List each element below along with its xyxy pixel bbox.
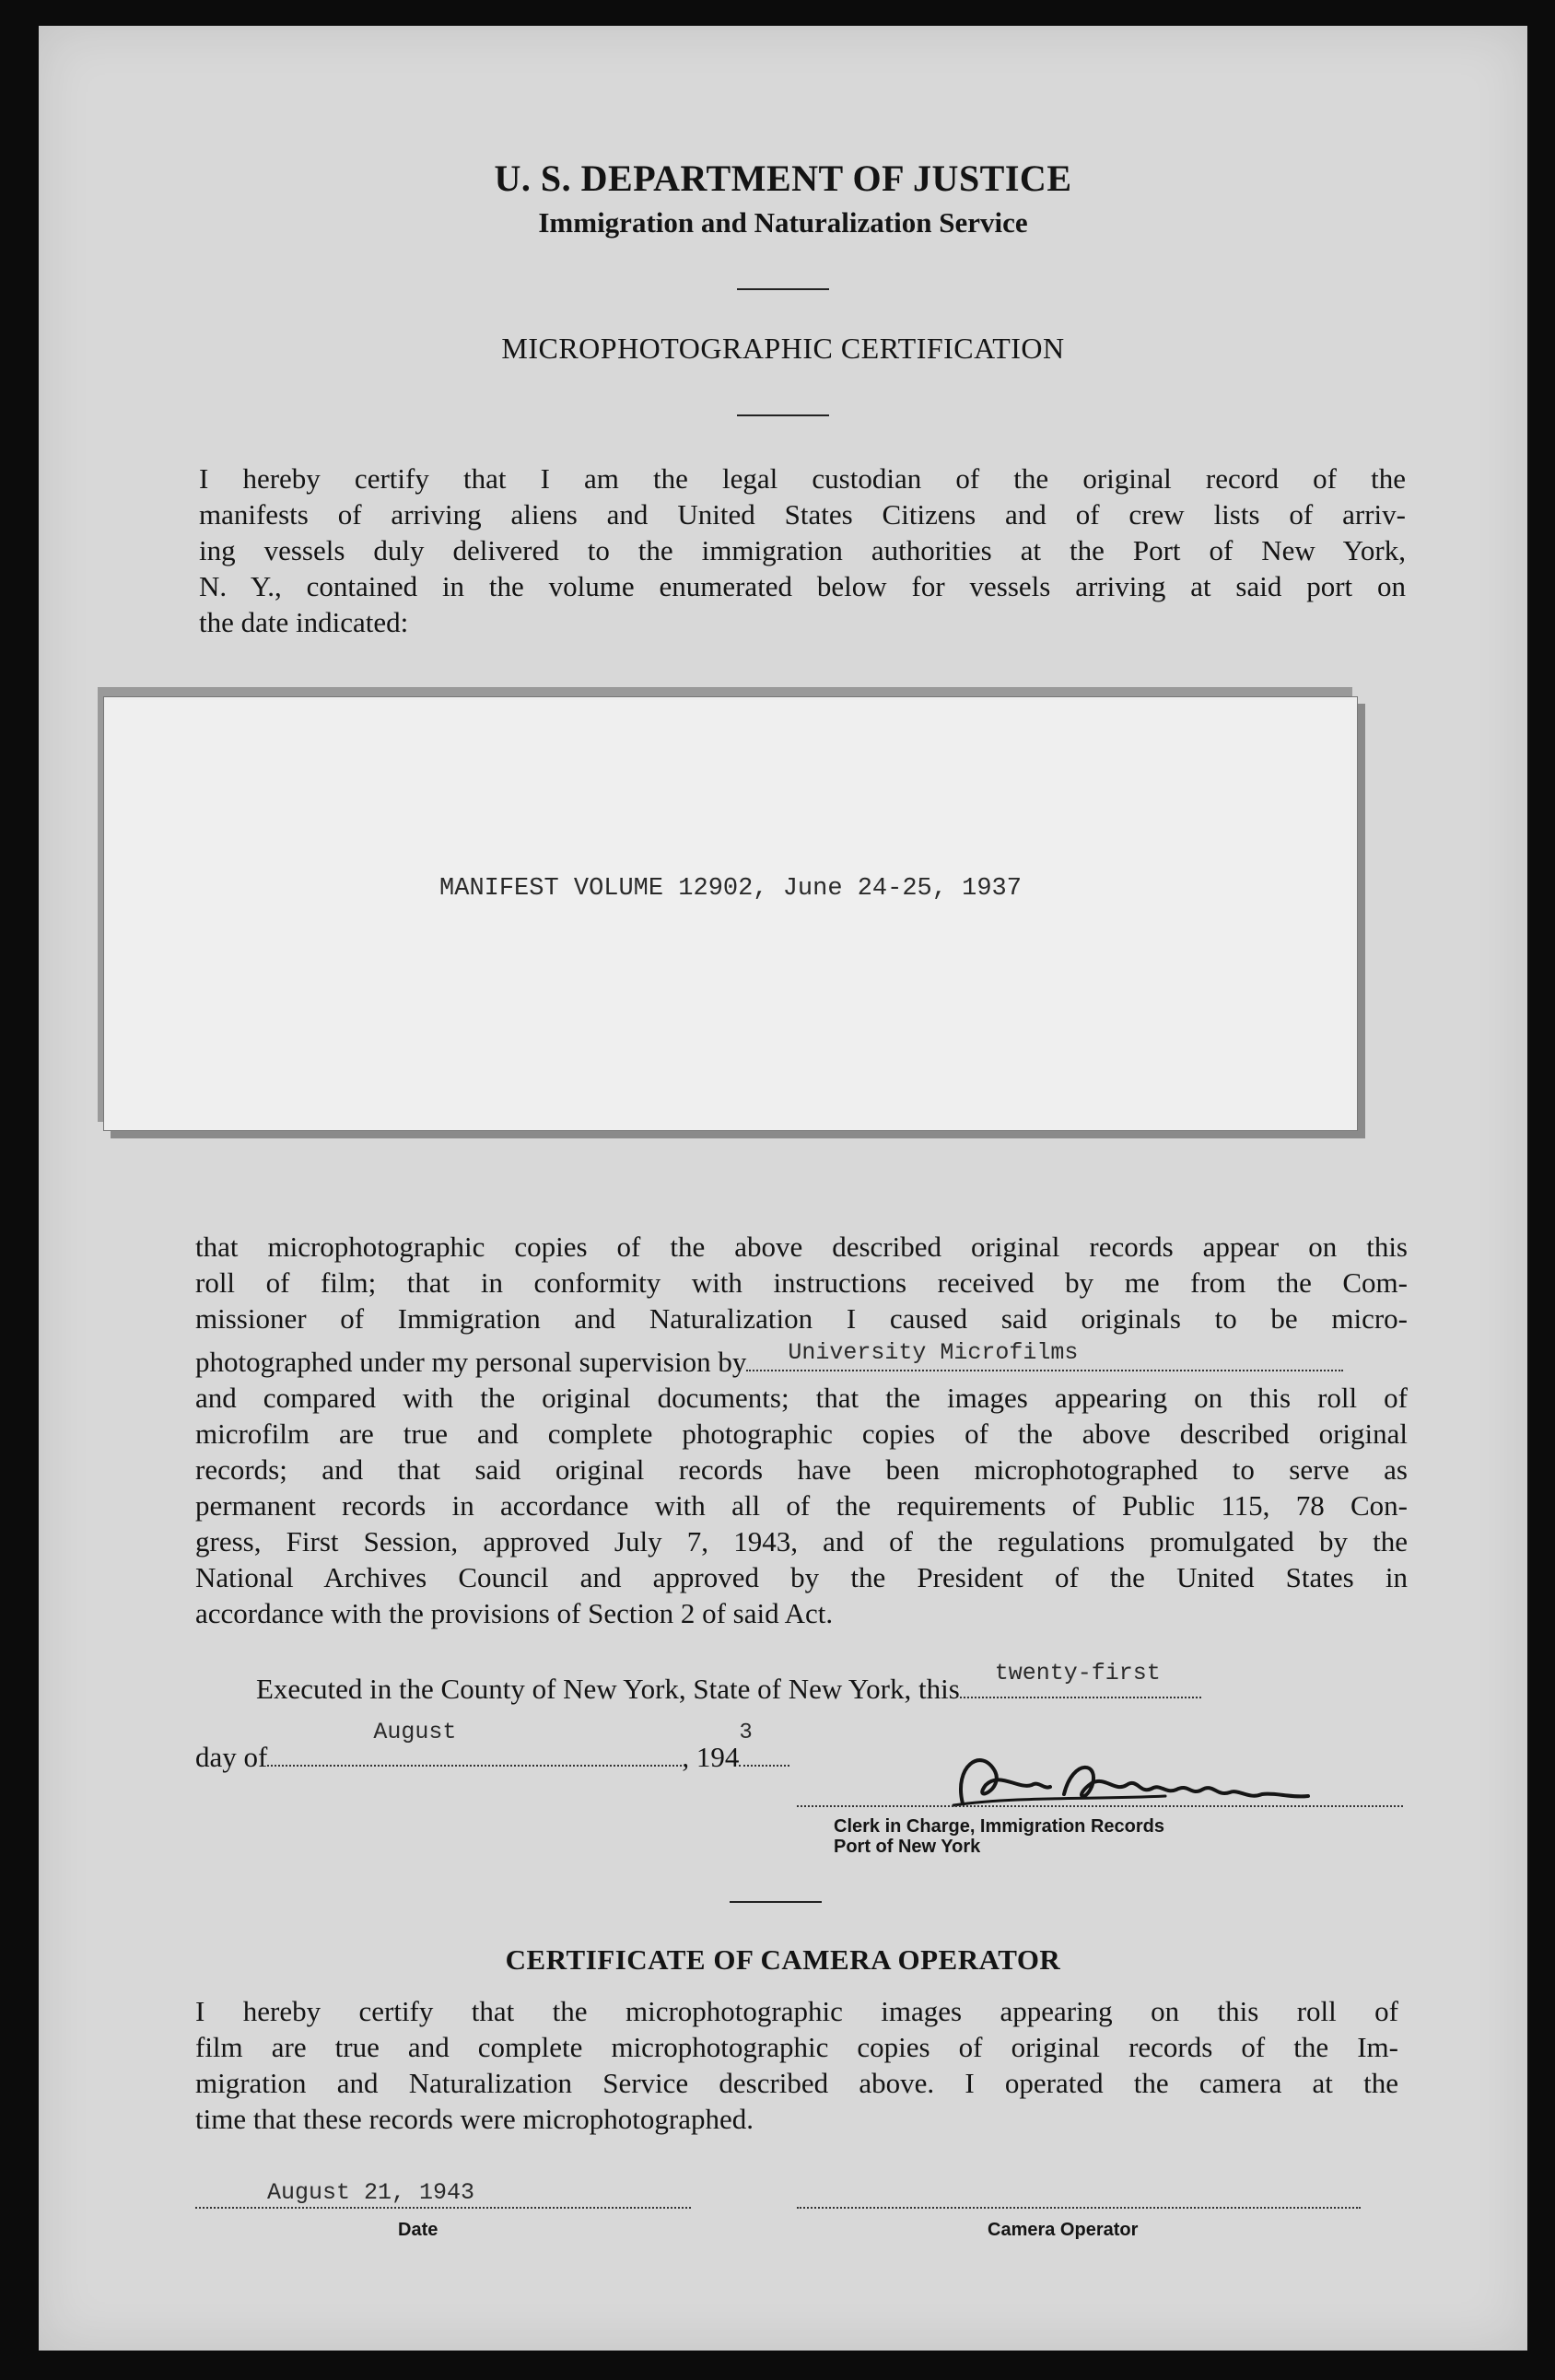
clerk-title: Clerk in Charge, Immigration Records — [834, 1816, 1164, 1837]
intro-line: manifests of arriving aliens and United States Citizens and of crew lists of arriv- — [199, 498, 1406, 531]
year-prefix: , 194 — [682, 1741, 740, 1773]
body-line: records; and that said original records have been microphotographed to serve as — [195, 1453, 1408, 1486]
month-value: August — [373, 1719, 457, 1745]
operator-title: CERTIFICATE OF CAMERA OPERATOR — [505, 1943, 1061, 1976]
date-value: August 21, 1943 — [267, 2179, 475, 2206]
day-of-label: day of — [195, 1741, 268, 1773]
year-digit: 3 — [739, 1721, 753, 1745]
body-line: microfilm are true and complete photographic copies of the above described original — [195, 1418, 1408, 1450]
certificate-page — [39, 26, 1527, 2351]
signature-line — [797, 1805, 1403, 1807]
intro-paragraph — [199, 461, 1406, 640]
operator-line: time that these records were microphotographed. — [195, 2103, 754, 2135]
intro-line: I hereby certify that I am the legal custodian of the original record of the — [199, 462, 1406, 495]
body-line: gress, First Session, approved July 7, 1943, and of the regulations promulgated by the — [195, 1525, 1408, 1558]
body-line: that microphotographic copies of the above described original records appear on this — [195, 1231, 1408, 1263]
supervision-line — [195, 1339, 1408, 1380]
operator-line: migration and Naturalization Service described above. I operated the camera at the — [195, 2067, 1398, 2099]
header-divider — [737, 288, 829, 290]
operator-line: I hereby certify that the microphotographic images appearing on this roll of — [195, 1995, 1398, 2027]
certification-title: MICROPHOTOGRAPHIC CERTIFICATION — [501, 332, 1065, 365]
operator-line: film are true and complete microphotographic copies of original records of the Im- — [195, 2031, 1398, 2063]
year-field — [739, 1721, 789, 1767]
body-line: roll of film; that in conformity with instructions received by me from the Com- — [195, 1266, 1408, 1299]
supervision-field — [746, 1339, 1343, 1371]
executed-line — [256, 1660, 1201, 1706]
service-subheading: Immigration and Naturalization Service — [538, 206, 1028, 239]
day-value: twenty-first — [994, 1660, 1161, 1686]
executed-prefix: Executed in the County of New York, State of New York, this — [256, 1673, 960, 1705]
department-heading: U. S. DEPARTMENT OF JUSTICE — [494, 158, 1072, 199]
title-divider — [737, 414, 829, 416]
body-line: missioner of Immigration and Naturalization I caused said originals to be micro- — [195, 1302, 1408, 1335]
supervision-value: University Microfilms — [788, 1339, 1079, 1366]
day-field — [960, 1660, 1201, 1698]
body-line: accordance with the provisions of Section 2 of said Act. — [195, 1597, 834, 1629]
body-paragraph — [195, 1229, 1408, 1631]
intro-line: ing vessels duly delivered to the immigration authorities at the Port of New York, — [199, 534, 1406, 566]
operator-paragraph — [195, 1993, 1398, 2137]
date-field — [195, 2177, 691, 2209]
date-label: Date — [398, 2220, 438, 2240]
volume-box — [103, 696, 1358, 1131]
body-line: and compared with the original documents; that the images appearing on this roll of — [195, 1382, 1408, 1414]
month-field — [267, 1719, 682, 1767]
intro-line: the date indicated: — [199, 606, 409, 638]
section-divider — [730, 1901, 822, 1903]
body-line: permanent records in accordance with all of the requirements of Public 115, 78 Con- — [195, 1489, 1408, 1522]
volume-label: MANIFEST VOLUME 12902, June 24-25, 1937 — [439, 875, 1022, 903]
supervision-prefix: photographed under my personal supervision by — [195, 1346, 747, 1378]
day-of-line — [195, 1719, 789, 1774]
operator-label: Camera Operator — [988, 2220, 1139, 2240]
operator-signature-field — [797, 2177, 1361, 2209]
body-line: National Archives Council and approved by the President of the United States in — [195, 1561, 1408, 1593]
intro-line: N. Y., contained in the volume enumerated below for vessels arriving at said port on — [199, 570, 1406, 602]
clerk-location: Port of New York — [834, 1837, 981, 1857]
